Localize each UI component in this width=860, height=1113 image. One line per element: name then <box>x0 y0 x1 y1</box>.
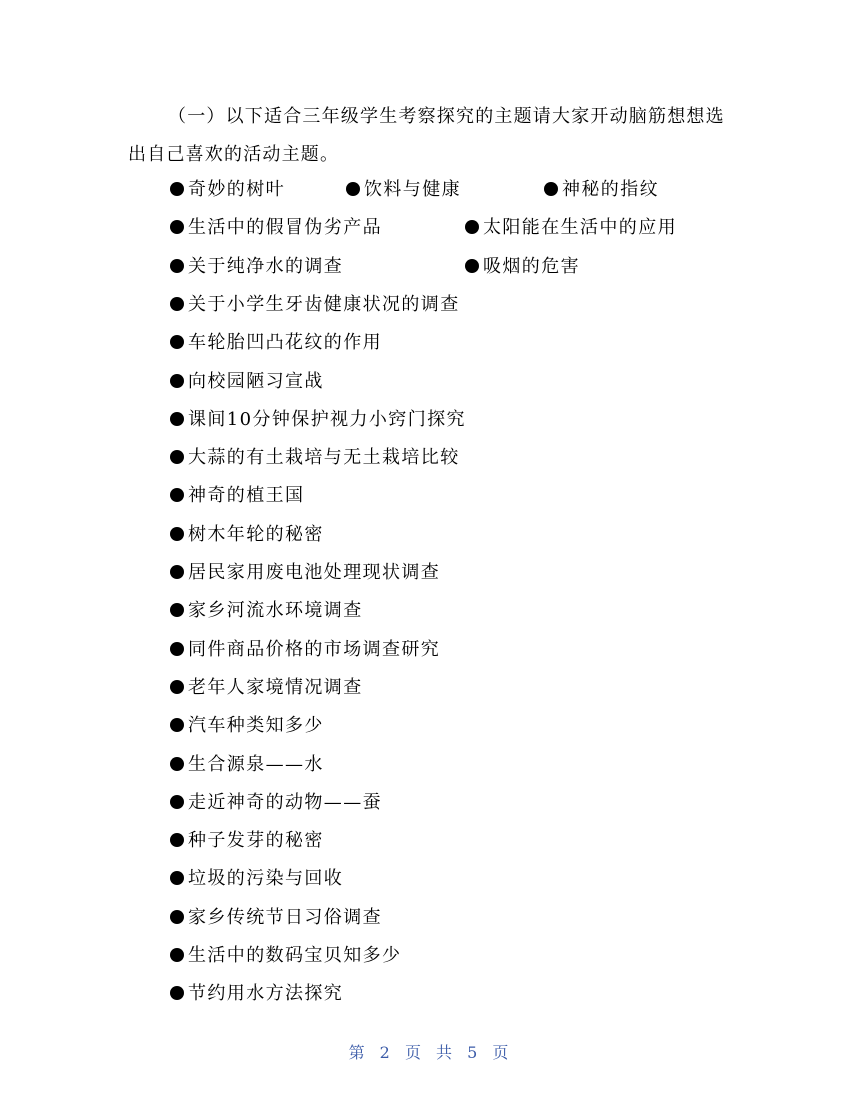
bullet-icon <box>170 642 184 656</box>
topic-label: 生活中的数码宝贝知多少 <box>188 945 402 966</box>
topic-item <box>170 477 304 515</box>
topic-item <box>346 171 461 209</box>
topic-item <box>170 669 363 707</box>
intro-text: （一）以下适合三年级学生考察探究的主题请大家开动脑筋想想选出自己喜欢的活动主题。 <box>128 106 725 165</box>
topic-label: 向校园陋习宣战 <box>188 370 324 392</box>
topic-item <box>170 592 363 630</box>
bullet-icon <box>346 182 360 196</box>
topic-label: 老年人家境情况调查 <box>188 676 363 698</box>
topic-item <box>170 746 324 784</box>
topic-item <box>170 248 343 286</box>
bullet-icon <box>170 182 184 196</box>
topic-label: 生合源泉——水 <box>188 753 324 775</box>
topic-item <box>170 975 343 1013</box>
topic-label: 种子发芽的秘密 <box>188 830 324 852</box>
bullet-icon <box>170 259 184 273</box>
topic-label: 饮料与健康 <box>364 179 461 200</box>
bullet-icon <box>170 795 184 809</box>
topic-label: 关于纯净水的调查 <box>188 255 344 277</box>
topic-label: 神奇的植王国 <box>188 485 305 507</box>
topic-label: 神秘的指纹 <box>562 179 659 200</box>
topic-item <box>170 209 382 247</box>
topic-label: 走近神奇的动物——蚕 <box>188 791 382 813</box>
topic-label: 吸烟的危害 <box>483 255 580 277</box>
topic-label: 节约用水方法探究 <box>188 983 344 1005</box>
topic-label: 车轮胎凹凸花纹的作用 <box>188 332 382 354</box>
topic-item <box>170 286 460 324</box>
topic-label: 关于小学生牙齿健康状况的调查 <box>188 293 460 315</box>
bullet-icon <box>544 182 558 196</box>
bullet-icon <box>170 910 184 924</box>
bullet-icon <box>170 297 184 311</box>
topic-item <box>170 860 343 898</box>
topic-label: 居民家用废电池处理现状调查 <box>188 562 441 583</box>
topic-item <box>170 784 382 822</box>
topic-item <box>465 248 580 286</box>
page-footer: 第 2 页 共 5 页 <box>348 1043 512 1062</box>
bullet-icon <box>170 680 184 694</box>
topic-item <box>170 554 440 592</box>
topic-item <box>170 707 324 745</box>
bullet-icon <box>170 450 184 464</box>
topic-item <box>170 899 382 937</box>
bullet-icon <box>170 718 184 732</box>
topic-item <box>170 171 285 209</box>
bullet-icon <box>170 374 184 388</box>
topic-item <box>544 171 659 209</box>
bullet-icon <box>170 833 184 847</box>
bullet-icon <box>170 603 184 617</box>
topic-label: 奇妙的树叶 <box>188 179 285 200</box>
bullet-icon <box>170 220 184 234</box>
topic-item <box>170 631 440 669</box>
topic-label: 汽车种类知多少 <box>188 715 324 737</box>
topic-label: 生活中的假冒伪劣产品 <box>188 217 382 239</box>
topic-item <box>170 516 324 554</box>
bullet-icon <box>465 259 479 273</box>
topic-label: 太阳能在生活中的应用 <box>483 217 677 239</box>
bullet-icon <box>465 220 479 234</box>
topic-item <box>465 209 677 247</box>
topic-item <box>170 439 460 477</box>
topic-label: 课间10分钟保护视力小窍门探究 <box>188 408 466 430</box>
bullet-icon <box>170 757 184 771</box>
topic-item <box>170 401 466 439</box>
bullet-icon <box>170 335 184 349</box>
topic-label: 树木年轮的秘密 <box>188 523 324 545</box>
bullet-icon <box>170 488 184 502</box>
topic-item <box>170 822 324 860</box>
topic-label: 家乡河流水环境调查 <box>188 600 363 622</box>
bullet-icon <box>170 986 184 1000</box>
topic-item <box>170 937 401 975</box>
topic-label: 大蒜的有土栽培与无土栽培比较 <box>188 447 460 469</box>
bullet-icon <box>170 871 184 885</box>
topic-item <box>170 363 324 401</box>
topic-item <box>170 324 382 362</box>
topic-label: 垃圾的污染与回收 <box>188 868 344 890</box>
bullet-icon <box>170 527 184 541</box>
bullet-icon <box>170 565 184 579</box>
topic-label: 同件商品价格的市场调查研究 <box>188 638 441 660</box>
bullet-icon <box>170 948 184 962</box>
bullet-icon <box>170 412 184 426</box>
topic-label: 家乡传统节日习俗调查 <box>188 906 382 928</box>
intro-paragraph <box>128 98 738 174</box>
